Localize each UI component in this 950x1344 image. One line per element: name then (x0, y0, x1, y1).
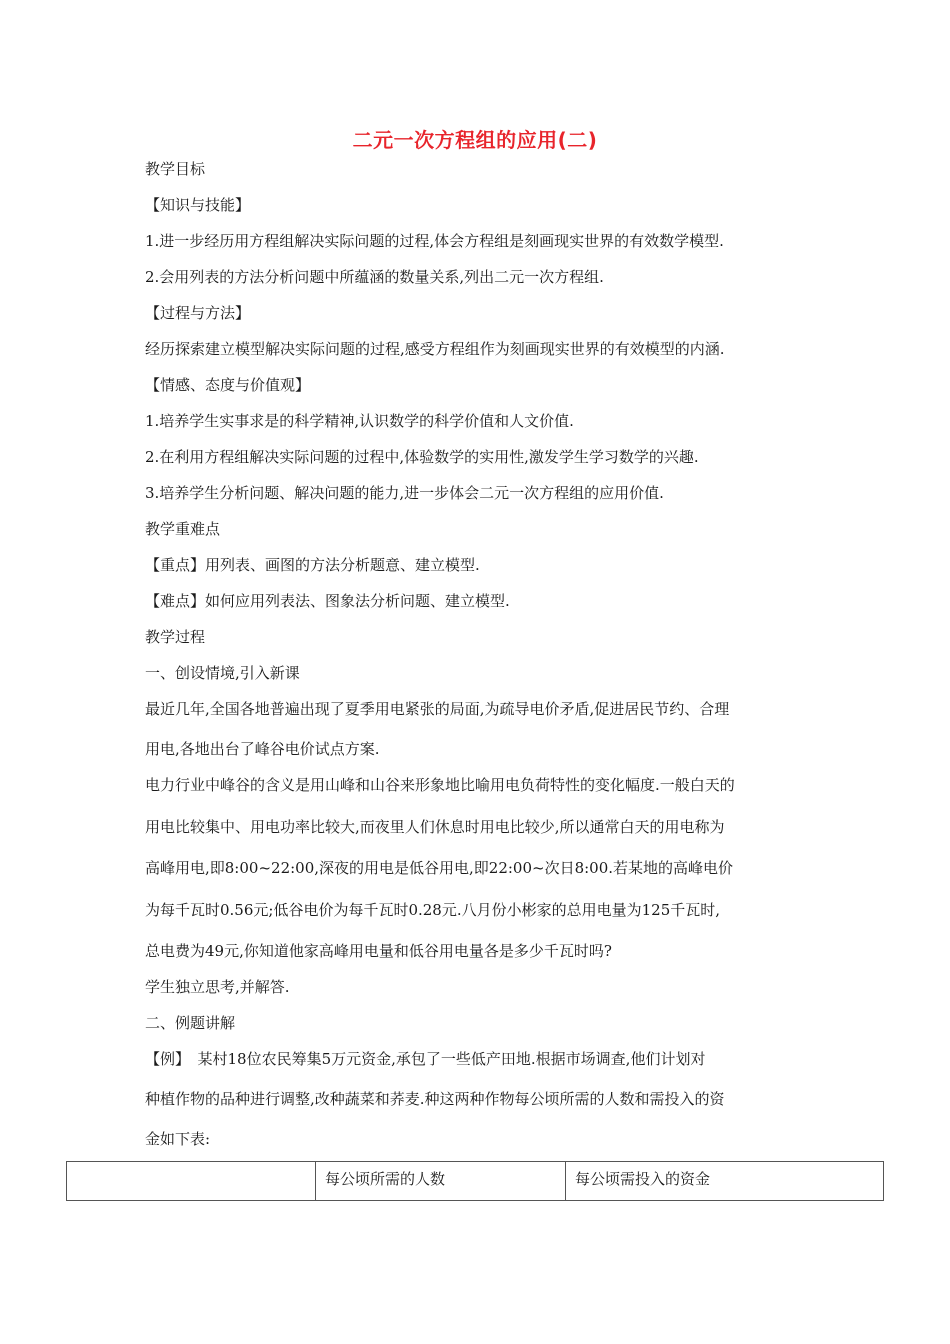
table-row (67, 1162, 884, 1201)
text-line: 最近几年,全国各地普遍出现了夏季用电紧张的局面,为疏导电价矛盾,促进居民节约、合理 (145, 700, 730, 718)
text-line: 教学过程 (145, 628, 206, 646)
text-line: 种植作物的品种进行调整,改种蔬菜和荞麦.种这两种作物每公顷所需的人数和需投入的资 (145, 1090, 725, 1108)
table-cell (67, 1162, 316, 1201)
text-line: 用电,各地出台了峰谷电价试点方案. (145, 740, 380, 758)
text-line: 1.进一步经历用方程组解决实际问题的过程,体会方程组是刻画现实世界的有效数学模型. (145, 232, 724, 250)
text-line: 【例】 某村18位农民筹集5万元资金,承包了一些低产田地.根据市场调查,他们计划对 (145, 1050, 706, 1068)
text-line: 学生独立思考,并解答. (145, 978, 290, 996)
text-line: 【难点】如何应用列表法、图象法分析问题、建立模型. (145, 592, 510, 610)
text-line: 金如下表: (145, 1130, 211, 1148)
text-line: 教学重难点 (145, 520, 221, 538)
text-line: 为每千瓦时0.56元;低谷电价为每千瓦时0.28元.八月份小彬家的总用电量为125千瓦时, (145, 901, 721, 919)
text-line: 【情感、态度与价值观】 (145, 376, 311, 394)
text-line: 高峰用电,即8:00~22:00,深夜的用电是低谷用电,即22:00~次日8:00.若某地的高峰电价 (145, 859, 734, 877)
text-line: 2.在利用方程组解决实际问题的过程中,体验数学的实用性,激发学生学习数学的兴趣. (145, 448, 699, 466)
text-line: 3.培养学生分析问题、解决问题的能力,进一步体会二元一次方程组的应用价值. (145, 484, 664, 502)
text-line: 一、创设情境,引入新课 (145, 664, 300, 682)
text-line: 电力行业中峰谷的含义是用山峰和山谷来形象地比喻用电负荷特性的变化幅度.一般白天的 (145, 776, 735, 794)
table-cell: 每公顷需投入的资金 (566, 1162, 884, 1201)
text-line: 【重点】用列表、画图的方法分析题意、建立模型. (145, 556, 480, 574)
data-table (66, 1161, 884, 1201)
table-cell: 每公顷所需的人数 (316, 1162, 566, 1201)
text-line: 教学目标 (145, 160, 206, 178)
text-line: 1.培养学生实事求是的科学精神,认识数学的科学价值和人文价值. (145, 412, 574, 430)
text-line: 二、例题讲解 (145, 1014, 236, 1032)
text-line: 总电费为49元,你知道他家高峰用电量和低谷用电量各是多少千瓦时吗? (145, 942, 612, 960)
page-title: 二元一次方程组的应用(二) (352, 128, 598, 152)
text-line: 【知识与技能】 (145, 196, 251, 214)
text-line: 用电比较集中、用电功率比较大,而夜里人们休息时用电比较少,所以通常白天的用电称为 (145, 818, 725, 836)
text-line: 【过程与方法】 (145, 304, 251, 322)
text-line: 经历探索建立模型解决实际问题的过程,感受方程组作为刻画现实世界的有效模型的内涵. (145, 340, 725, 358)
text-line: 2.会用列表的方法分析问题中所蕴涵的数量关系,列出二元一次方程组. (145, 268, 604, 286)
